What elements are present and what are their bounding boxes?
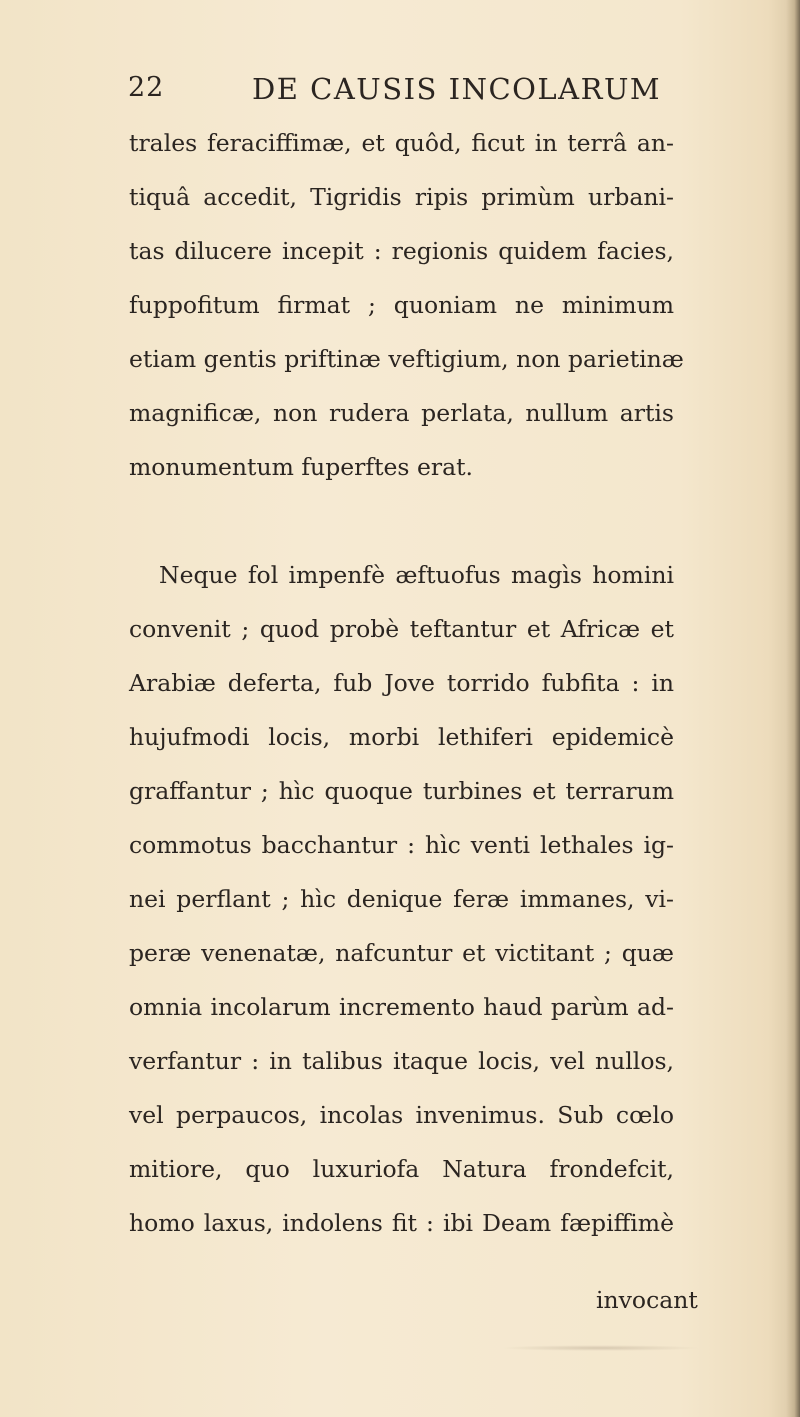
text-line: tas dilucere incepit : regionis quidem facies, [129,237,674,265]
text-line: trales feraciffimæ, et quôd, ficut in terrâ an- [129,129,674,157]
paragraph-break [129,494,674,548]
text-line: peræ venenatæ, nafcuntur et victitant ; quæ [129,939,674,967]
text-line: etiam gentis priftinæ veftigium, non parietinæ [129,345,684,373]
text-line: commotus bacchantur : hìc venti lethales ig- [129,831,674,859]
text-line: homo laxus, indolens fit : ibi Deam fæpiffimè [129,1209,674,1237]
catchword: invocant [596,1286,698,1314]
text-line: hujufmodi locis, morbi lethiferi epidemicè [129,723,674,751]
text-line: Arabiæ deferta, fub Jove torrido fubfita : in [129,669,674,697]
text-line: magnificæ, non rudera perlata, nullum artis [129,399,674,427]
text-line: graffantur ; hìc quoque turbines et terrarum [129,777,674,805]
page-number: 22 [128,72,165,103]
text-line: Neque fol impenfè æftuofus magìs homini [159,561,674,589]
text-line: mitiore, quo luxuriofa Natura frondefcit, [129,1155,674,1183]
text-line: verfantur : in talibus itaque locis, vel nullos, [129,1047,674,1075]
text-line: fuppofitum firmat ; quoniam ne minimum [129,291,674,319]
ink-smudge [500,1345,700,1351]
text-line: monumentum fuperftes erat. [129,453,474,481]
text-line: tiquâ accedit, Tigridis ripis primùm urbani- [129,183,674,211]
text-line: convenit ; quod probè teftantur et Africæ et [129,615,674,643]
body-text [129,116,684,1250]
page-edge-shadow [786,0,800,1417]
page-header [0,72,800,112]
running-head: DE CAUSIS INCOLARUM [252,72,662,106]
text-line: omnia incolarum incremento haud parùm ad- [129,993,674,1021]
text-line: nei perflant ; hìc denique feræ immanes, vi- [129,885,674,913]
text-line: vel perpaucos, incolas invenimus. Sub cœlo [129,1101,674,1129]
